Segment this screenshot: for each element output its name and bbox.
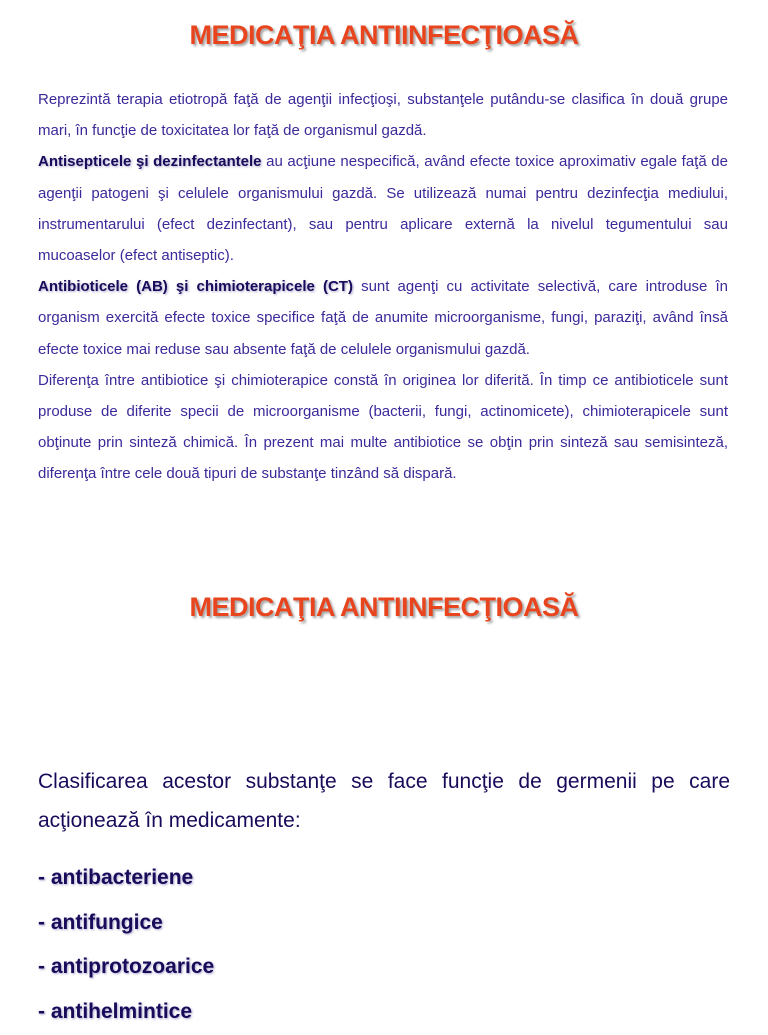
antibiotice-term: Antibioticele (AB) şi chimioterapicele (CT) [38,278,353,296]
antiseptice-text: au acţiune nespecifică, având efecte toxice aproximativ egale faţă de agenţii patogeni şi celulele organismului gazdă. Se utilizează numai pentru dezinfecţia mediului, instrumentarului (efect dezinfectant), sau pentru aplicare externă la nivelul tegumentului sau mucoaselor (efect antiseptic). [38,153,728,265]
diferenta-paragraph: Diferenţa între antibiotice şi chimioterapice constă în originea lor diferită. În timp ce antibioticele sunt produse de diferite specii de microorganisme (bacterii, fungi, actinomicete), chimioterapicele sunt obţinute prin sinteză chimică. În prezent mai multe antibiotice se obţin prin sinteză sau semisinteză, diferenţa între cele două tipuri de substanţe tinzând să dispară. [38,371,728,483]
antiseptice-term: Antisepticele şi dezinfectantele [38,153,262,171]
list-item: - antifungice [38,910,163,934]
list-item: - antibacteriene [38,866,194,889]
intro-paragraph: Reprezintă terapia etiotropă faţă de agenţii infecţioşi, substanţele putându-se clasifica în două grupe mari, în funcţie de toxicitatea lor faţă de organismul gazdă. [38,91,728,140]
section-title: MEDICAŢIA ANTIINFECŢIOASĂ [189,592,579,622]
classification-list [38,856,214,1035]
antiseptice-paragraph [38,146,728,271]
page-title: MEDICAŢIA ANTIINFECŢIOASĂ [189,20,579,50]
antibiotice-text: sunt agenţi cu activitate selectivă, care introduse în organism exercită efecte toxice specifice faţă de anumite microorganisme, fungi, paraziţi, având însă efecte toxice mai reduse sau absente faţă de celulele organismului gazdă. [38,278,728,358]
intro-section [38,84,728,490]
list-item: - antihelmintice [38,1000,193,1024]
classification-paragraph: Clasificarea acestor substanţe se face funcţie de germenii pe care acţionează în medicamente: [38,770,730,832]
antibiotice-paragraph [38,271,728,365]
list-item: - antiprotozoarice [38,955,215,979]
classification-section [38,762,730,840]
